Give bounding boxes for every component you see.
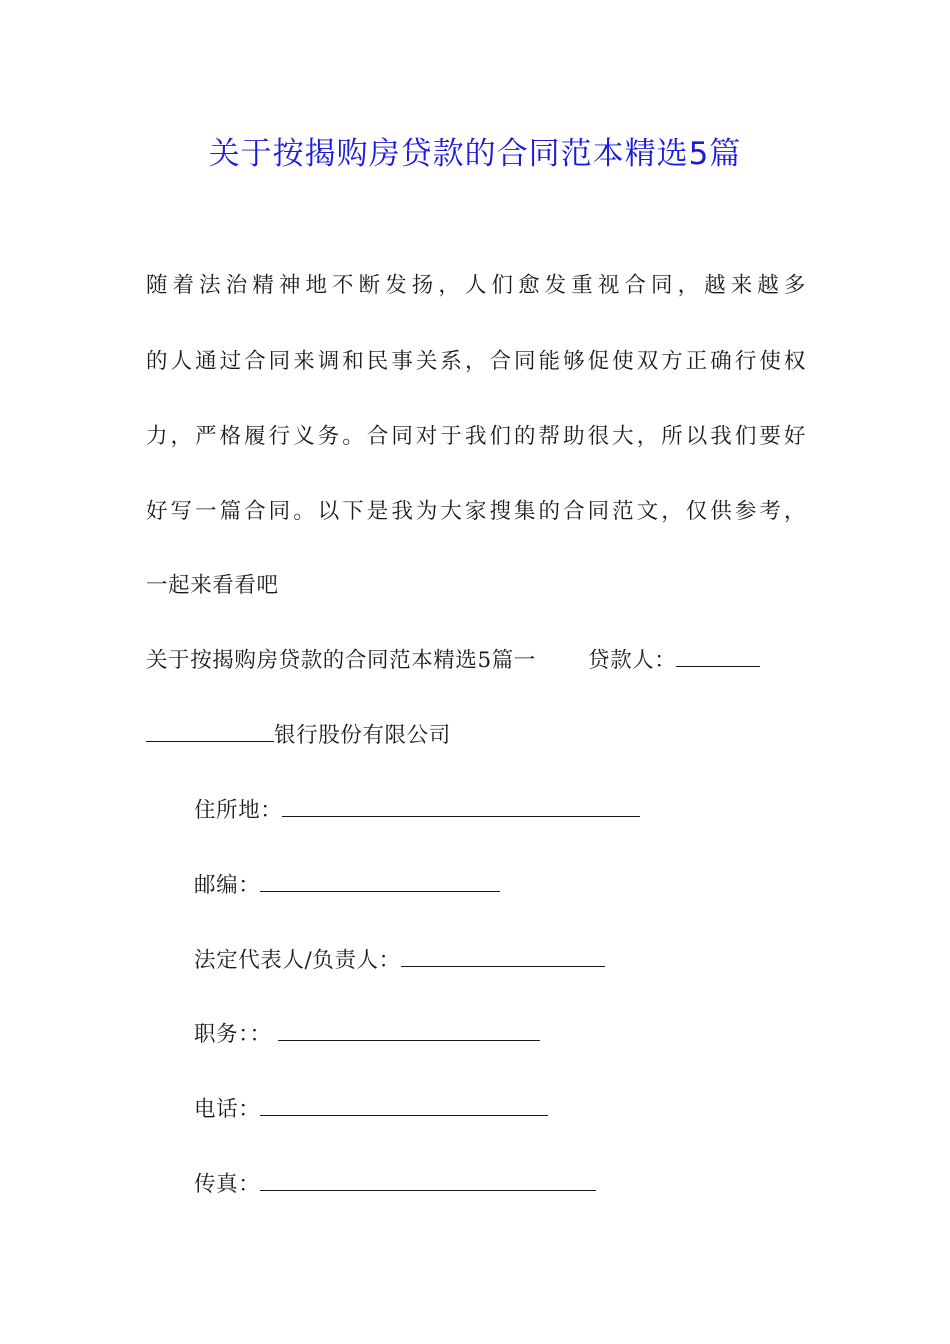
- intro-line-5: 一起来看看吧: [146, 573, 279, 598]
- representative-blank: [401, 948, 605, 967]
- intro-line-4: 好写一篇合同。以下是我为大家搜集的合同范文，仅供参考，: [146, 499, 806, 524]
- fax-blank: [260, 1172, 596, 1191]
- fax-label: 传真：: [194, 1172, 261, 1197]
- intro-line-3: 力，严格履行义务。合同对于我们的帮助很大，所以我们要好: [146, 424, 806, 449]
- section-heading-row: [146, 643, 806, 674]
- postcode-blank: [260, 873, 500, 892]
- section-heading: 关于按揭购房贷款的合同范本精选5篇一: [146, 648, 536, 673]
- intro-line-2: 的人通过合同来调和民事关系，合同能够促使双方正确行使权: [146, 349, 806, 374]
- position-blank: [278, 1022, 540, 1041]
- address-label: 住所地：: [194, 798, 283, 823]
- lender-label: 贷款人：: [587, 648, 677, 673]
- phone-row: [194, 1092, 548, 1123]
- address-blank: [282, 798, 640, 817]
- bank-suffix: 银行股份有限公司: [274, 723, 451, 748]
- document-title: 关于按揭购房贷款的合同范本精选5篇: [208, 136, 742, 172]
- fax-row: [194, 1167, 596, 1198]
- lender-blank: [676, 648, 760, 667]
- postcode-row: [194, 868, 500, 899]
- position-label: 职务：：: [194, 1022, 272, 1047]
- phone-blank: [260, 1097, 548, 1116]
- position-row: [194, 1017, 540, 1048]
- bank-name-blank: [146, 723, 274, 742]
- bank-name-row: [146, 718, 806, 749]
- intro-line-1: 随着法治精神地不断发扬，人们愈发重视合同，越来越多: [146, 273, 806, 298]
- representative-row: [194, 943, 605, 974]
- representative-label: 法定代表人/负责人：: [194, 948, 401, 973]
- postcode-label: 邮编：: [194, 873, 261, 898]
- address-row: [194, 793, 640, 824]
- phone-label: 电话：: [194, 1097, 261, 1122]
